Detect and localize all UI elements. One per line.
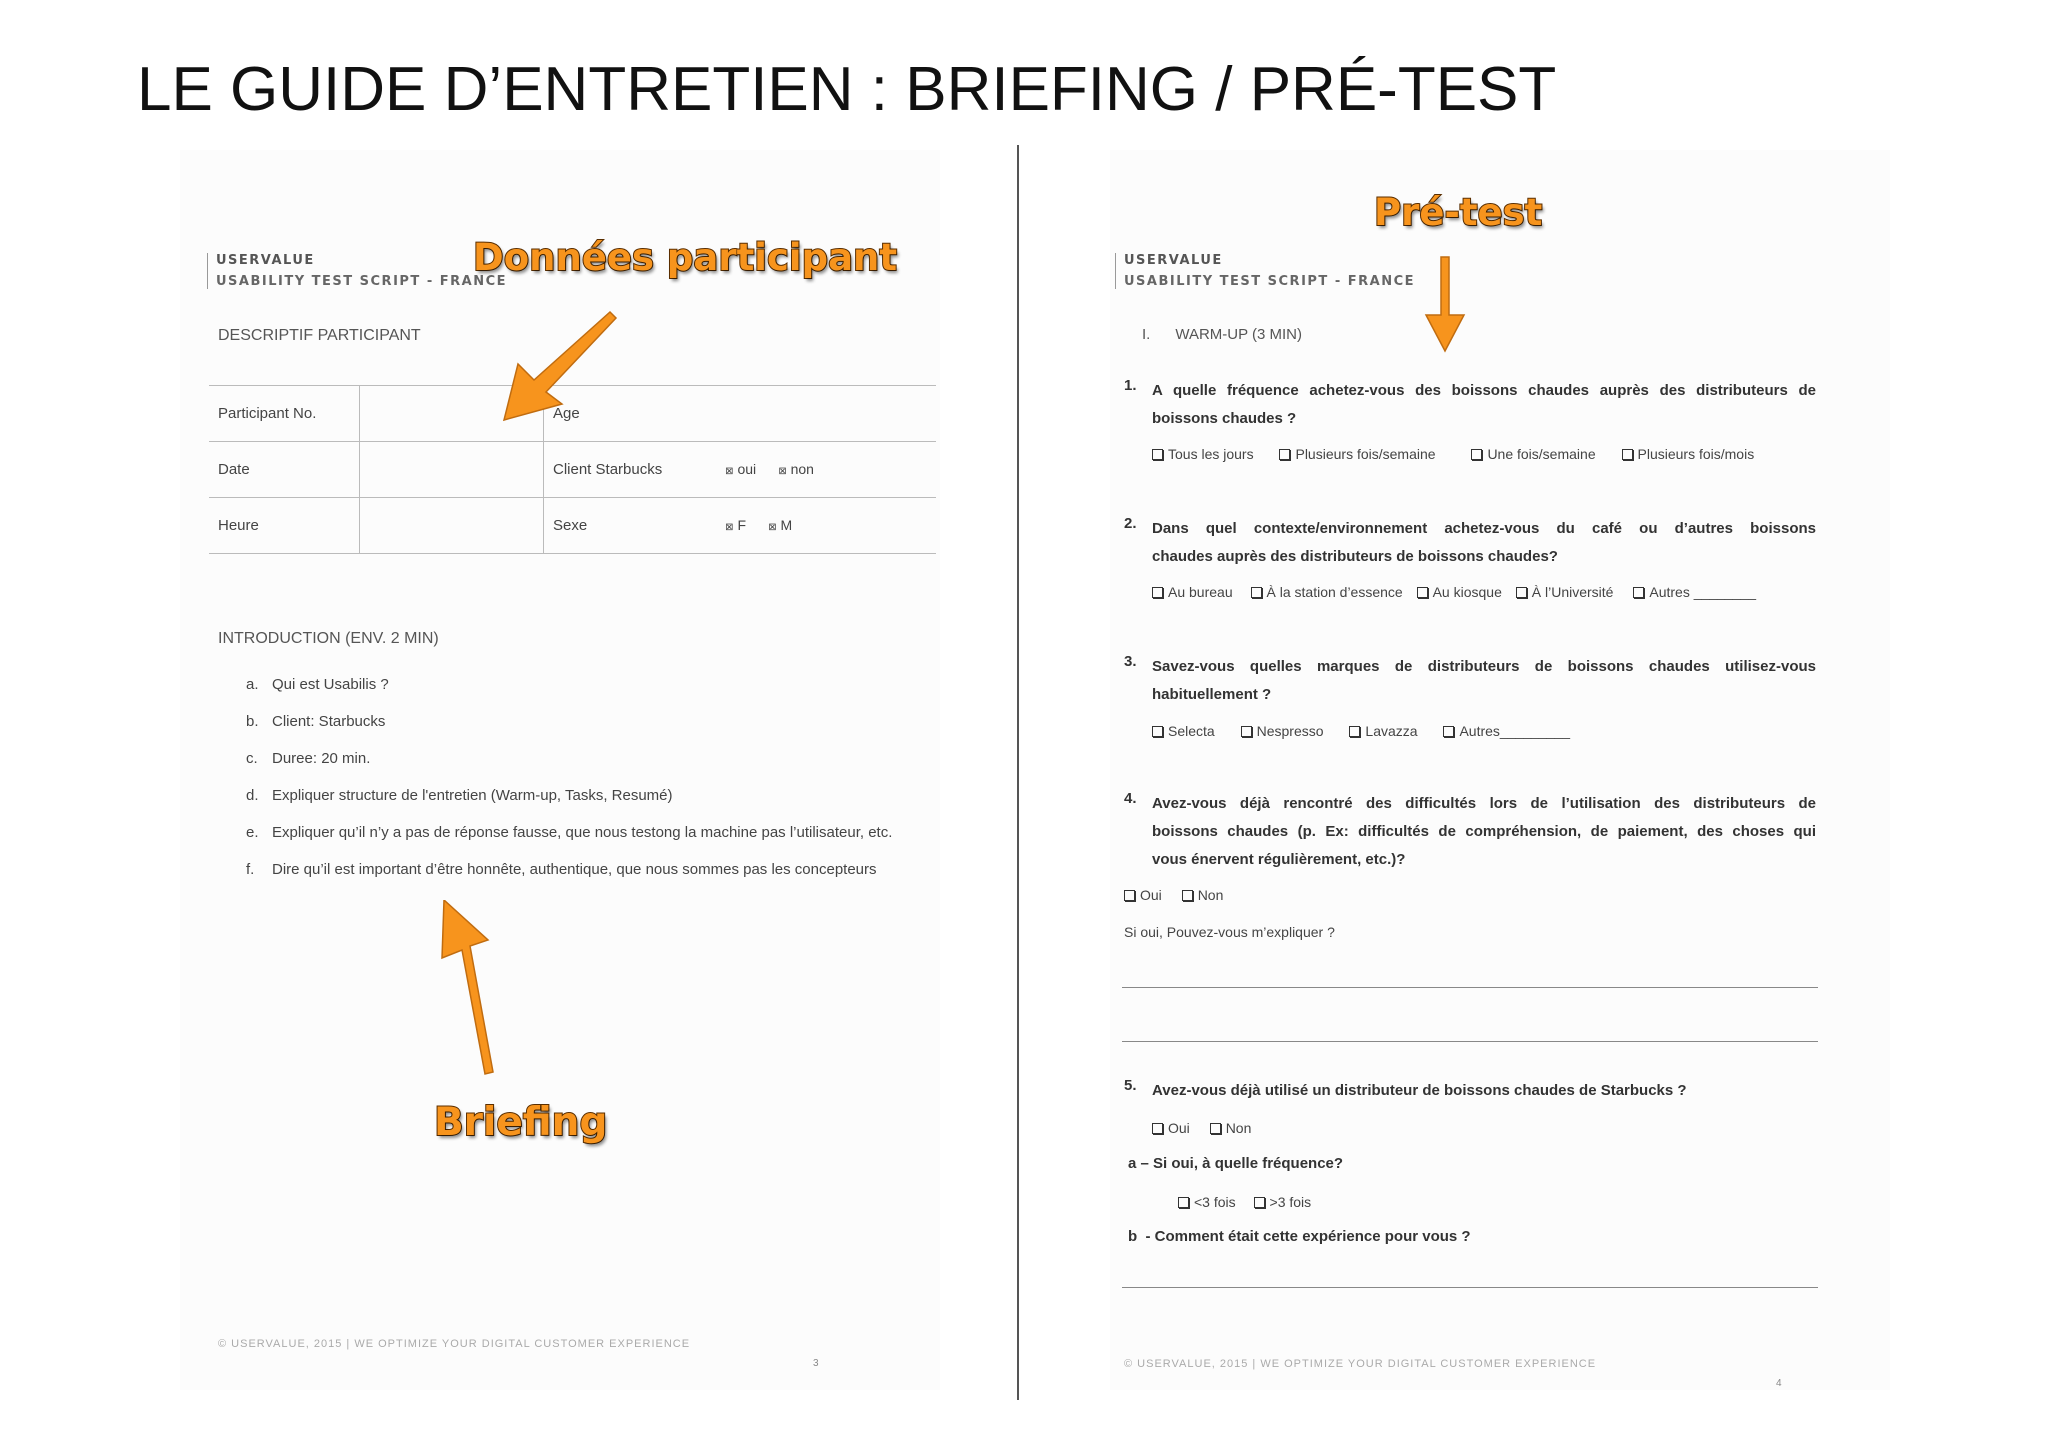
question-4-options: [1124, 887, 1245, 903]
intro-section-title: INTRODUCTION (ENV. 2 MIN): [218, 630, 439, 647]
option-f[interactable]: ⊠ F: [725, 517, 747, 533]
left-brand-subtitle: USABILITY TEST SCRIPT - FRANCE: [216, 274, 508, 289]
annotation-participant-data: Données participant: [473, 236, 898, 279]
slide-title: LE GUIDE D’ENTRETIEN : BRIEFING / PRÉ-TEST: [137, 55, 1557, 124]
right-brand-block: [1115, 253, 1415, 289]
right-page-number: 4: [1776, 1378, 1782, 1389]
row-right-cell: [544, 498, 937, 554]
question-1-options: [1152, 446, 1776, 462]
checkbox-option[interactable]: Au bureau: [1152, 584, 1233, 600]
left-brand: USERVALUE: [216, 253, 315, 268]
list-item: f. Dire qu’il est important d’être honnête, authentique, que nous sommes pas les concepteurs: [246, 861, 877, 878]
question-number: 1.: [1124, 377, 1137, 394]
question-3-options: [1152, 723, 1592, 739]
right-footer: © USERVALUE, 2015 | WE OPTIMIZE YOUR DIGITAL CUSTOMER EXPERIENCE: [1124, 1358, 1597, 1370]
row-right-cell: [544, 442, 937, 498]
checkbox-option[interactable]: Lavazza: [1349, 723, 1417, 739]
list-item: a. Qui est Usabilis ?: [246, 676, 389, 693]
answer-line[interactable]: [1122, 1287, 1818, 1288]
checkbox-option[interactable]: <3 fois: [1178, 1194, 1236, 1210]
checkbox-option[interactable]: Autres_________: [1443, 723, 1570, 739]
question-number: 3.: [1124, 653, 1137, 670]
row-value-cell[interactable]: [360, 442, 544, 498]
right-brand: USERVALUE: [1124, 253, 1223, 268]
checkbox-option[interactable]: Au kiosque: [1417, 584, 1502, 600]
intro-list: [246, 676, 892, 898]
arrow-icon: [490, 300, 630, 430]
annotation-briefing: Briefing: [434, 1100, 608, 1145]
checkbox-option[interactable]: Plusieurs fois/semaine: [1279, 446, 1435, 462]
left-page-number: 3: [813, 1358, 819, 1369]
table-row: [209, 442, 936, 498]
list-item: d. Expliquer structure de l'entretien (Warm-up, Tasks, Resumé): [246, 787, 673, 804]
page-divider: [1017, 145, 1019, 1400]
list-item: c. Duree: 20 min.: [246, 750, 371, 767]
option-m[interactable]: ⊠ M: [768, 517, 793, 533]
question-5-options: [1152, 1120, 1273, 1136]
left-brand-block: [207, 253, 507, 289]
participant-section-title: DESCRIPTIF PARTICIPANT: [218, 327, 421, 344]
question-2-options: [1152, 584, 1778, 600]
checkbox-option[interactable]: >3 fois: [1254, 1194, 1312, 1210]
question-number: 2.: [1124, 515, 1137, 532]
answer-line[interactable]: [1122, 987, 1818, 988]
row-right-label: Client Starbucks: [553, 461, 663, 478]
warmup-section-title: I. WARM-UP (3 MIN): [1142, 326, 1302, 343]
option-non[interactable]: ⊠ non: [778, 461, 814, 477]
row-right-label: Sexe: [553, 517, 588, 534]
question-number: 4.: [1124, 790, 1137, 807]
arrow-icon: [1420, 255, 1470, 355]
question-5a-options: [1178, 1194, 1333, 1210]
option-oui[interactable]: ⊠ oui: [725, 461, 757, 477]
checkbox-option[interactable]: Selecta: [1152, 723, 1215, 739]
question-4: Avez-vous déjà rencontré des difficultés lors de l’utilisation des distributeurs de boissons chaudes (p. Ex: difficultés de compréhension, de paiement, des choses qui vous énervent régulièrement, etc.)?: [1152, 795, 1816, 868]
question-3: Savez-vous quelles marques de distributeurs de boissons chaudes utilisez-vous habituellement ?: [1152, 658, 1816, 703]
list-item: b. Client: Starbucks: [246, 713, 386, 730]
row-right-label: Age: [544, 386, 937, 442]
question-2: Dans quel contexte/environnement achetez-vous du café ou d’autres boissons chaudes auprès des distributeurs de boissons chaudes?: [1152, 520, 1816, 565]
checkbox-option[interactable]: Tous les jours: [1152, 446, 1254, 462]
left-footer: © USERVALUE, 2015 | WE OPTIMIZE YOUR DIGITAL CUSTOMER EXPERIENCE: [218, 1338, 691, 1350]
checkbox-option[interactable]: Autres ________: [1633, 584, 1756, 600]
table-row: [209, 498, 936, 554]
checkbox-option[interactable]: Nespresso: [1241, 723, 1324, 739]
row-label: Heure: [209, 498, 360, 554]
question-4-followup: Si oui, Pouvez-vous m’expliquer ?: [1124, 924, 1335, 940]
checkbox-option[interactable]: À l’Université: [1516, 584, 1614, 600]
checkbox-option[interactable]: Non: [1182, 887, 1224, 903]
list-item: e. Expliquer qu’il n’y a pas de réponse fausse, que nous testong la machine pas l’utilisateur, etc.: [246, 824, 893, 841]
checkbox-option[interactable]: Non: [1210, 1120, 1252, 1136]
row-label: Participant No.: [209, 386, 360, 442]
row-label: Date: [209, 442, 360, 498]
question-5-sub-a: a – Si oui, à quelle fréquence?: [1128, 1155, 1344, 1172]
checkbox-option[interactable]: Oui: [1152, 1120, 1190, 1136]
row-value-cell[interactable]: [360, 498, 544, 554]
answer-line[interactable]: [1122, 1041, 1818, 1042]
question-5-sub-b: b - Comment était cette expérience pour vous ?: [1128, 1228, 1471, 1245]
annotation-pretest: Pré-test: [1374, 191, 1543, 234]
arrow-icon: [418, 900, 508, 1080]
checkbox-option[interactable]: À la station d’essence: [1251, 584, 1403, 600]
checkbox-option[interactable]: Une fois/semaine: [1471, 446, 1595, 462]
question-number: 5.: [1124, 1077, 1137, 1094]
question-1: A quelle fréquence achetez-vous des boissons chaudes auprès des distributeurs de boissons chaudes ?: [1152, 382, 1816, 427]
checkbox-option[interactable]: Oui: [1124, 887, 1162, 903]
right-brand-subtitle: USABILITY TEST SCRIPT - FRANCE: [1124, 274, 1416, 289]
checkbox-option[interactable]: Plusieurs fois/mois: [1622, 446, 1755, 462]
question-5: Avez-vous déjà utilisé un distributeur de boissons chaudes de Starbucks ?: [1152, 1082, 1687, 1099]
